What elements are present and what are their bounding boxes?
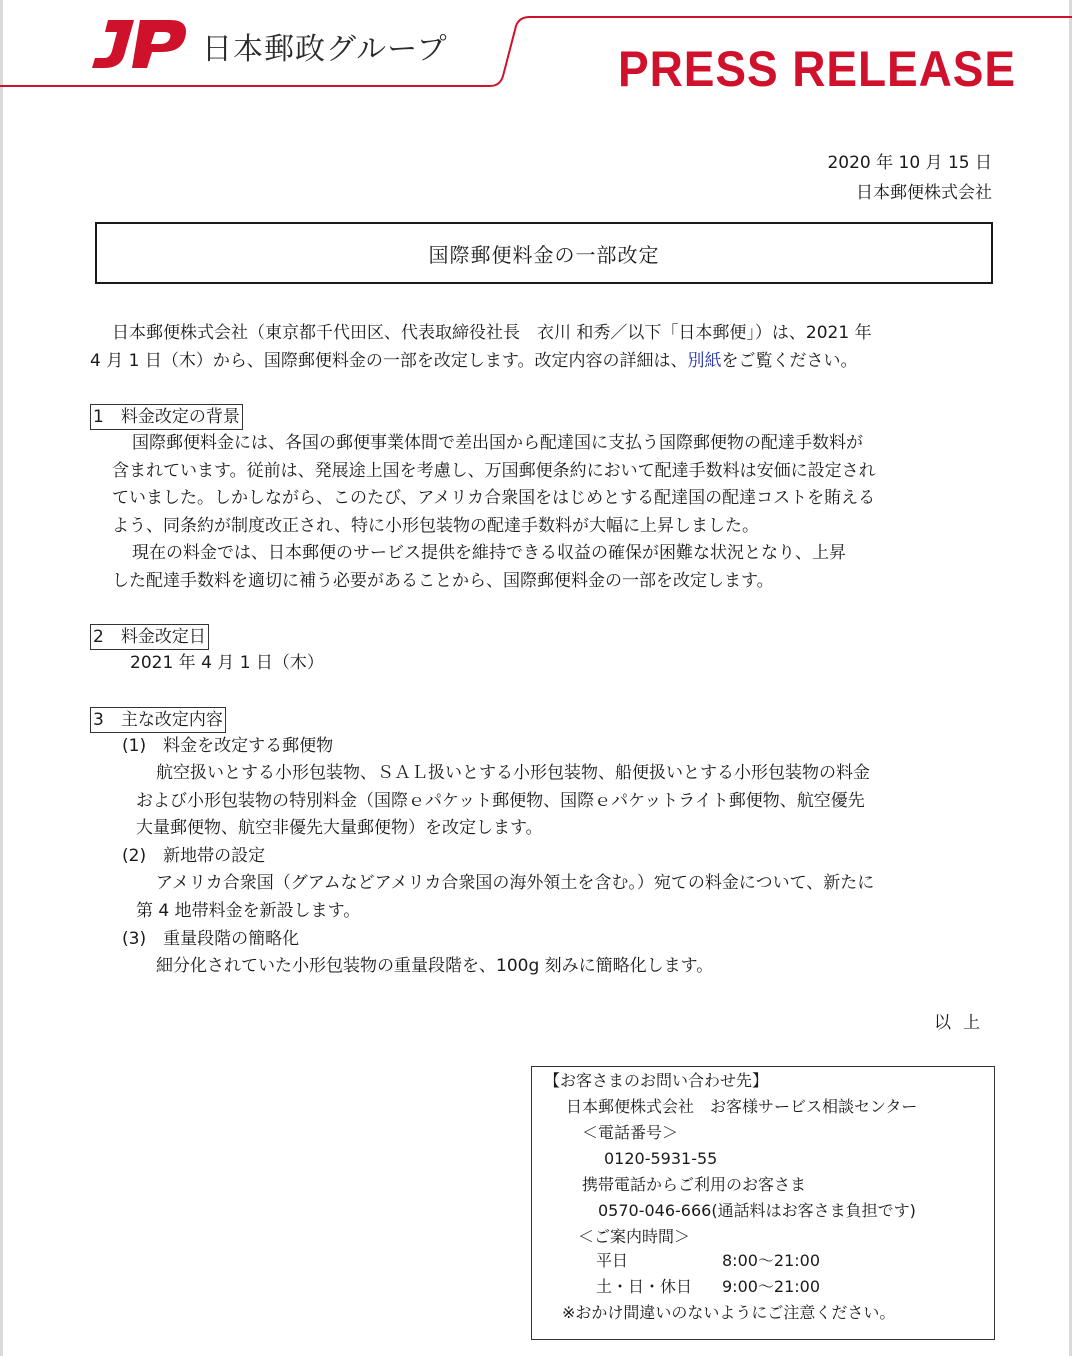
release-date: 2020 年 10 月 15 日 (827, 153, 992, 173)
mobile-label: 携帯電話からご利用のお客さま (582, 1175, 807, 1194)
closing-mark: 以上 (934, 1013, 992, 1033)
page-edge-left (0, 0, 3, 1356)
item-2-line: アメリカ合衆国（グアムなどアメリカ合衆国の海外領土を含む。）宛ての料金について、新たに (156, 873, 875, 893)
phone-number: 0120-5931-55 (604, 1149, 718, 1168)
jp-logo-icon (90, 16, 190, 72)
section-1-line: した配達手数料を適切に補う必要があることから、国際郵便料金の一部を改定します。 (112, 570, 774, 591)
intro-line-1: 日本郵便株式会社（東京都千代田区、代表取締役社長 衣川 和秀／以下「日本郵便」）は、2021 年 (112, 323, 872, 343)
intro-line-2 (90, 348, 995, 376)
section-1-line: よう、同条約が制度改正され、特に小形包装物の配達手数料が大幅に上昇しました。 (112, 515, 760, 536)
contact-center: 日本郵便株式会社 お客様サービス相談センター (566, 1097, 918, 1116)
section-3-heading: 3 主な改定内容 (90, 707, 226, 733)
section-2-body: 2021 年 4 月 1 日（木） (130, 653, 324, 673)
document-title: 国際郵便料金の一部改定 (95, 222, 993, 284)
jp-logo (90, 16, 190, 72)
item-3-line: 細分化されていた小形包装物の重量段階を、100g 刻みに簡略化します。 (156, 956, 714, 976)
issuer-company: 日本郵便株式会社 (856, 183, 992, 203)
section-1-line: 国際郵便料金には、各国の郵便事業体間で差出国から配達国に支払う国際郵便物の配達手数料が (132, 433, 863, 453)
contact-heading: 【お客さまのお問い合わせ先】 (544, 1071, 769, 1090)
item-2-heading: (2) 新地帯の設定 (122, 846, 266, 866)
contact-box (531, 1066, 995, 1340)
item-1-line: 航空扱いとする小形包装物、ＳＡＬ扱いとする小形包装物、船便扱いとする小形包装物の料金 (156, 763, 870, 783)
weekend-hours: 9:00～21:00 (722, 1277, 821, 1296)
item-1-body (136, 760, 996, 843)
intro-line-2-after: をご覧ください。 (721, 350, 858, 371)
section-2-heading: 2 料金改定日 (90, 624, 209, 650)
section-1-line: ていました。しかしながら、このたび、アメリカ合衆国をはじめとする配達国の配達コストを賄える (112, 488, 876, 508)
attachment-link[interactable]: 別紙 (687, 350, 722, 371)
issuer-block (827, 148, 992, 208)
item-1-line: 大量郵便物、航空非優先大量郵便物）を改定します。 (136, 818, 543, 838)
section-1-line: 現在の料金では、日本郵便のサービス提供を維持できる収益の確保が困難な状況となり、上昇 (132, 543, 846, 563)
section-1-body (112, 430, 995, 595)
weekday-hours: 8:00～21:00 (722, 1251, 821, 1270)
section-1-line: 含まれています。従前は、発展途上国を考慮し、万国郵便条約において配達手数料は安価に設定され (112, 460, 876, 481)
item-1-line: および小形包装物の特別料金（国際ｅパケット郵便物、国際ｅパケットライト郵便物、航空優先 (136, 790, 865, 811)
section-1-heading: 1 料金改定の背景 (90, 404, 243, 430)
mobile-number: 0570-046-666(通話料はお客さま負担です) (598, 1201, 916, 1220)
press-release-label: PRESS RELEASE (618, 41, 1016, 97)
contact-note: ※おかけ間違いのないようにご注意ください。 (562, 1303, 896, 1322)
weekday-label: 平日 (596, 1251, 629, 1270)
press-header (0, 0, 1072, 100)
phone-label: ＜電話番号＞ (582, 1123, 679, 1142)
intro-line-2-before: 4 月 1 日（木）から、国際郵便料金の一部を改定します。改定内容の詳細は、 (90, 350, 688, 371)
intro-paragraph (90, 320, 995, 375)
item-3-body (136, 953, 996, 981)
item-2-line: 第 4 地帯料金を新設します。 (136, 900, 361, 921)
item-1-heading: (1) 料金を改定する郵便物 (122, 736, 334, 756)
item-3-heading: (3) 重量段階の簡略化 (122, 929, 300, 949)
item-2-body (136, 870, 996, 925)
weekend-label: 土・日・休日 (596, 1277, 693, 1296)
hours-label: ＜ご案内時間＞ (578, 1227, 691, 1246)
group-name: 日本郵政グループ (202, 32, 448, 67)
